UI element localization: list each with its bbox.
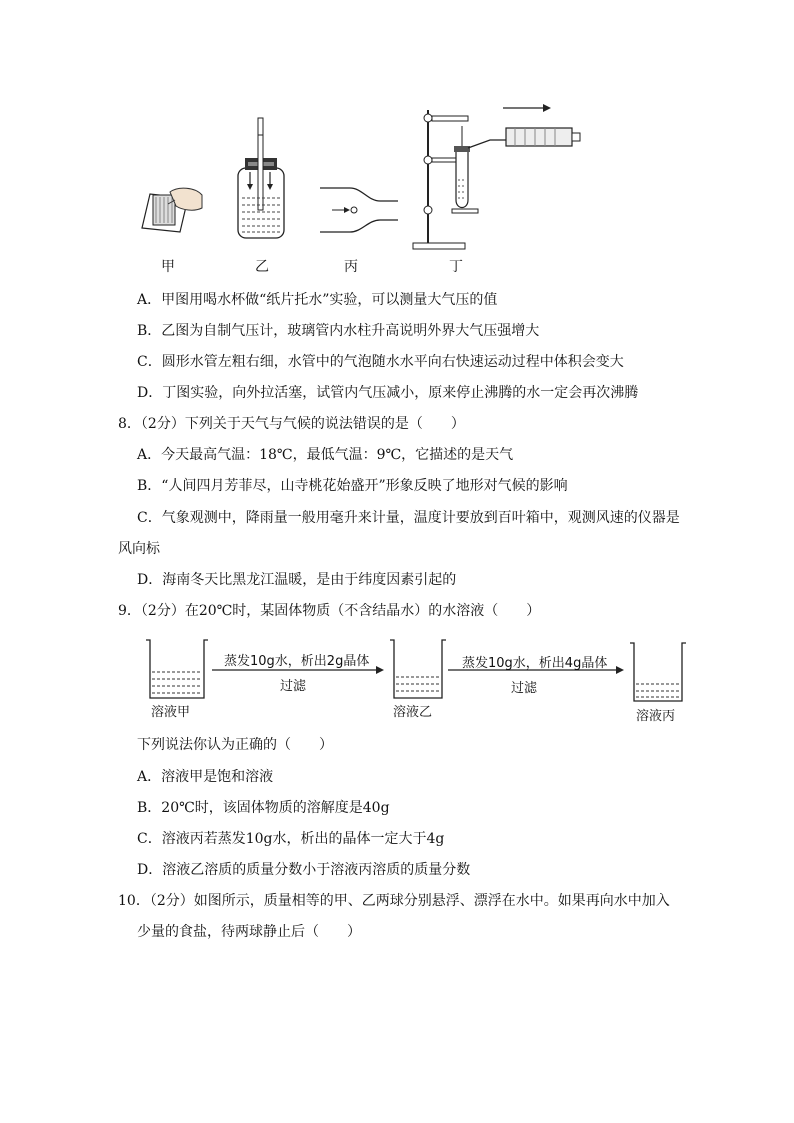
label-solution-bing: 溶液丙 <box>636 709 676 724</box>
q8-option-d: D．海南冬天比黑龙江温暖，是由于纬度因素引起的 <box>137 572 457 588</box>
figure-label-jia: 甲 <box>161 259 175 275</box>
q8-option-b: B．“人间四月芳菲尽，山寺桃花始盛开”形象反映了地形对气候的影响 <box>137 478 568 494</box>
q8-option-a: A．今天最高气温：18℃，最低气温：9℃，它描述的是天气 <box>137 447 514 463</box>
beaker-jia <box>146 640 208 698</box>
q7-option-d: D．丁图实验，向外拉活塞，试管内气压减小，原来停止沸腾的水一定会再次沸腾 <box>137 385 639 401</box>
q7-option-b: B．乙图为自制气压计，玻璃管内水柱升高说明外界大气压强增大 <box>137 323 540 339</box>
q10-stem-continued: 少量的食盐，待两球静止后（ ） <box>137 924 361 940</box>
figure-label-ding: 丁 <box>449 259 463 275</box>
q7-option-c: C．圆形水管左粗右细，水管中的气泡随水水平向右快速运动过程中体积会变大 <box>137 354 624 370</box>
label-solution-jia: 溶液甲 <box>151 705 191 720</box>
step1-condition: 蒸发10g水，析出2g晶体 <box>224 654 370 669</box>
step2-condition: 蒸发10g水，析出4g晶体 <box>462 656 608 671</box>
figure-label-yi: 乙 <box>255 259 269 275</box>
beaker-yi <box>390 640 446 698</box>
q10-stem: 10．（2分）如图所示，质量相等的甲、乙两球分别悬浮、漂浮在水中。如果再向水中加入 <box>118 893 670 909</box>
q9-option-b: B．20℃时，该固体物质的溶解度是40g <box>137 800 390 816</box>
q8-option-c-continued: 风向标 <box>118 541 160 557</box>
q8-option-c: C．气象观测中，降雨量一般用毫升来计量，温度计要放到百叶箱中，观测风速的仪器是 <box>137 510 680 526</box>
q9-option-c: C．溶液丙若蒸发10g水，析出的晶体一定大于4g <box>137 831 445 847</box>
label-solution-yi: 溶液乙 <box>393 705 433 720</box>
figure-label-bing: 丙 <box>344 259 358 275</box>
beaker-bing <box>630 643 686 701</box>
q8-stem: 8．（2分）下列关于天气与气候的说法错误的是（ ） <box>118 416 465 432</box>
q9-option-d: D．溶液乙溶质的质量分数小于溶液丙溶质的质量分数 <box>137 862 471 878</box>
q9-prompt: 下列说法你认为正确的（ ） <box>137 737 333 753</box>
q9-stem: 9．（2分）在20℃时，某固体物质（不含结晶水）的水溶液（ ） <box>118 603 541 619</box>
step1-filter: 过滤 <box>280 679 307 694</box>
q7-option-a: A．甲图用喝水杯做“纸片托水”实验，可以测量大气压的值 <box>137 292 498 308</box>
q9-option-a: A．溶液甲是饱和溶液 <box>137 769 274 785</box>
step2-filter: 过滤 <box>511 681 538 696</box>
